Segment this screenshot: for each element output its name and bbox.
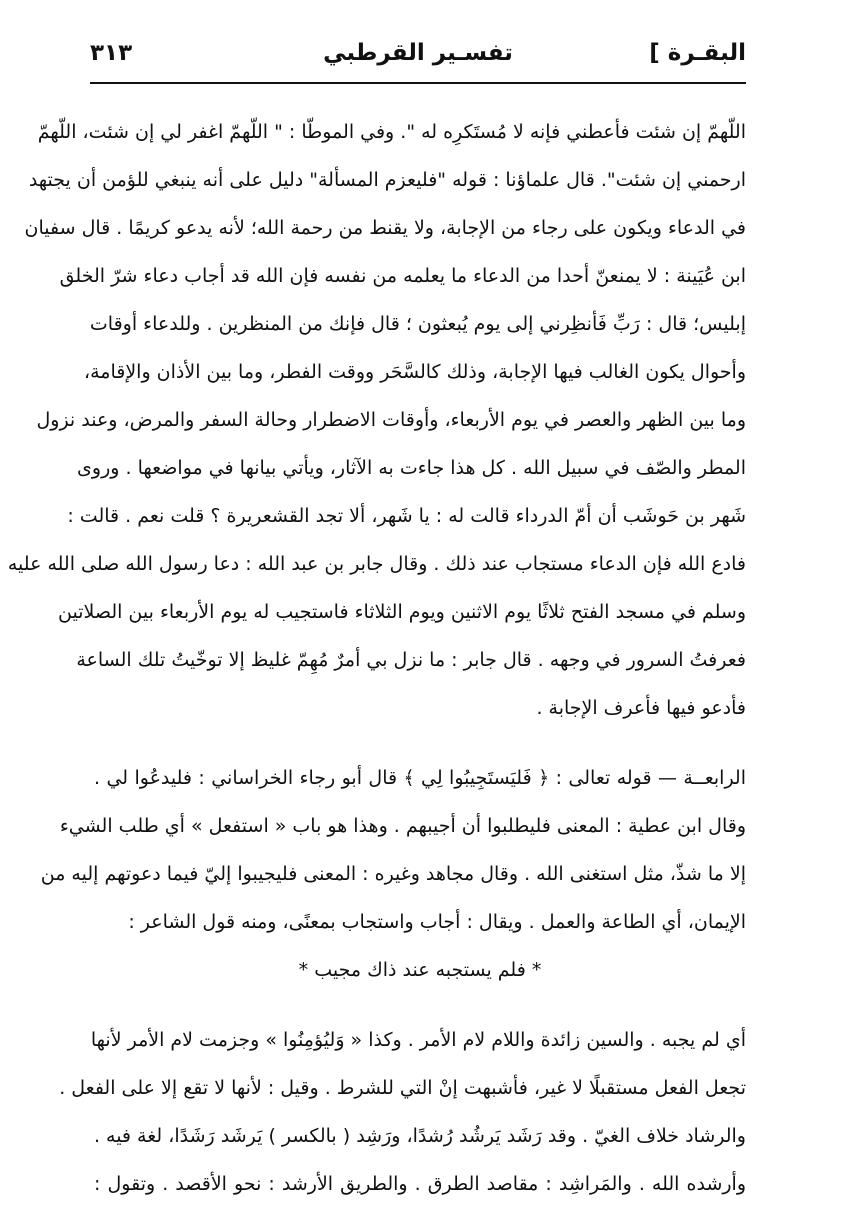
text-line: ارحمني إن شئت". قال علماؤنا : قوله "فليعزم المسألة" دليل على أنه ينبغي للؤمن أن يجتهد: [28, 169, 746, 191]
text-line: فأدعو فيها فأعرف الإجابة .: [536, 697, 746, 719]
book-title: تفسـير القرطبي: [323, 40, 513, 66]
text-line: في الدعاء ويكون على رجاء من الإجابة، ولا يقنط من رحمة الله؛ لأنه يدعو كريمًا . قال سفيان: [24, 217, 746, 239]
paragraph-gap: [94, 994, 746, 1016]
paragraph-linguistics: [59, 1016, 746, 1208]
text-line: وأرشده الله . والمَراشِد : مقاصد الطرق . والطريق الأرشد : نحو الأقصد . وتقول :: [94, 1173, 746, 1195]
text-line: وقال ابن عطية : المعنى فليطلبوا أن أجيبهم . وهذا هو باب « استفعل » أي طلب الشيء: [59, 815, 746, 837]
text-line: المطر والصّف في سبيل الله . كل هذا جاءت به الآثار، ويأتي بيانها في مواضعها . وروى: [77, 457, 746, 479]
header-divider: [90, 82, 746, 84]
text-line: اللّهمّ إن شئت فأعطني فإنه لا مُستَكرِه له ". وفي الموطّا : " اللّهمّ اغفر لي إن شئت، اللّهمّ: [37, 121, 746, 143]
text-line: إلا ما شذّ، مثل استغنى الله . وقال مجاهد وغيره : المعنى فليجيبوا إليّ فيما دعوتهم إليه من: [40, 863, 746, 885]
text-line: وأحوال يكون الغالب فيها الإجابة، وذلك كالسَّحَر ووقت الفطر، وما بين الأذان والإقامة،: [83, 361, 746, 383]
paragraph-hadith-discussion: [7, 108, 746, 732]
text-line: وما بين الظهر والعصر في يوم الأربعاء، وأوقات الاضطرار وحالة السفر والمرض، وعند نزول: [36, 409, 746, 431]
page-header: [90, 38, 746, 78]
paragraph-gap: [94, 732, 746, 754]
paragraph-fourth-issue: [40, 754, 746, 946]
text-line: فعرفتُ السرور في وجهه . قال جابر : ما نزل بي أمرٌ مُهِمّ غليظ إلا توخّيتُ تلك الساعة: [76, 649, 746, 671]
text-line: شَهر بن حَوشَب أن أمّ الدرداء قالت له : يا شَهر، ألا تجد القشعريرة ؟ قلت نعم . قالت :: [67, 505, 746, 527]
text-line: والرشاد خلاف الغيّ . وقد رَشَد يَرشُد رُشدًا، ورَشِد ( بالكسر ) يَرشَد رَشَدًا، لغة فيه .: [93, 1125, 746, 1147]
poetry-verse: * فلم يستجبه عند ذاك مجيب *: [298, 959, 542, 981]
text-line: فادع الله فإن الدعاء مستجاب عند ذلك . وقال جابر بن عبد الله : دعا رسول الله صلى الله عليه: [7, 553, 746, 575]
text-line: وسلم في مسجد الفتح ثلاثًا يوم الاثنين ويوم الثلاثاء فاستجيب له يوم الأربعاء بين الصلاتين: [58, 601, 746, 623]
text-line: أي لم يجبه . والسين زائدة واللام لام الأمر . وكذا « وَليُؤمِنُوا » وجزمت لام الأمر لأنها: [90, 1029, 746, 1051]
page-number: ٣١٣: [90, 40, 133, 66]
text-line: الإيمان، أي الطاعة والعمل . ويقال : أجاب واستجاب بمعنًى، ومنه قول الشاعر :: [128, 911, 746, 933]
surah-name: البقـرة ]: [649, 40, 746, 66]
text-line: ابن عُيَينة : لا يمنعنّ أحدا من الدعاء ما يعلمه من نفسه فإن الله قد أجاب دعاء شرّ الخلق: [59, 265, 746, 287]
page-body: [7, 108, 746, 1208]
text-line: إبليس؛ قال : رَبِّ فَأنظِرني إلى يوم يُبعثون ؛ قال فإنك من المنظرين . وللدعاء أوقات: [89, 313, 746, 335]
text-line: تجعل الفعل مستقبلًا لا غير، فأشبهت إنْ التي للشرط . وقيل : لأنها لا تقع إلا على الفعل .: [59, 1077, 746, 1099]
text-line: الرابعــة — قوله تعالى : ﴿ فَليَستَجِيبُوا لِي ﴾ قال أبو رجاء الخراساني : فليدعُوا لي .: [94, 767, 746, 789]
